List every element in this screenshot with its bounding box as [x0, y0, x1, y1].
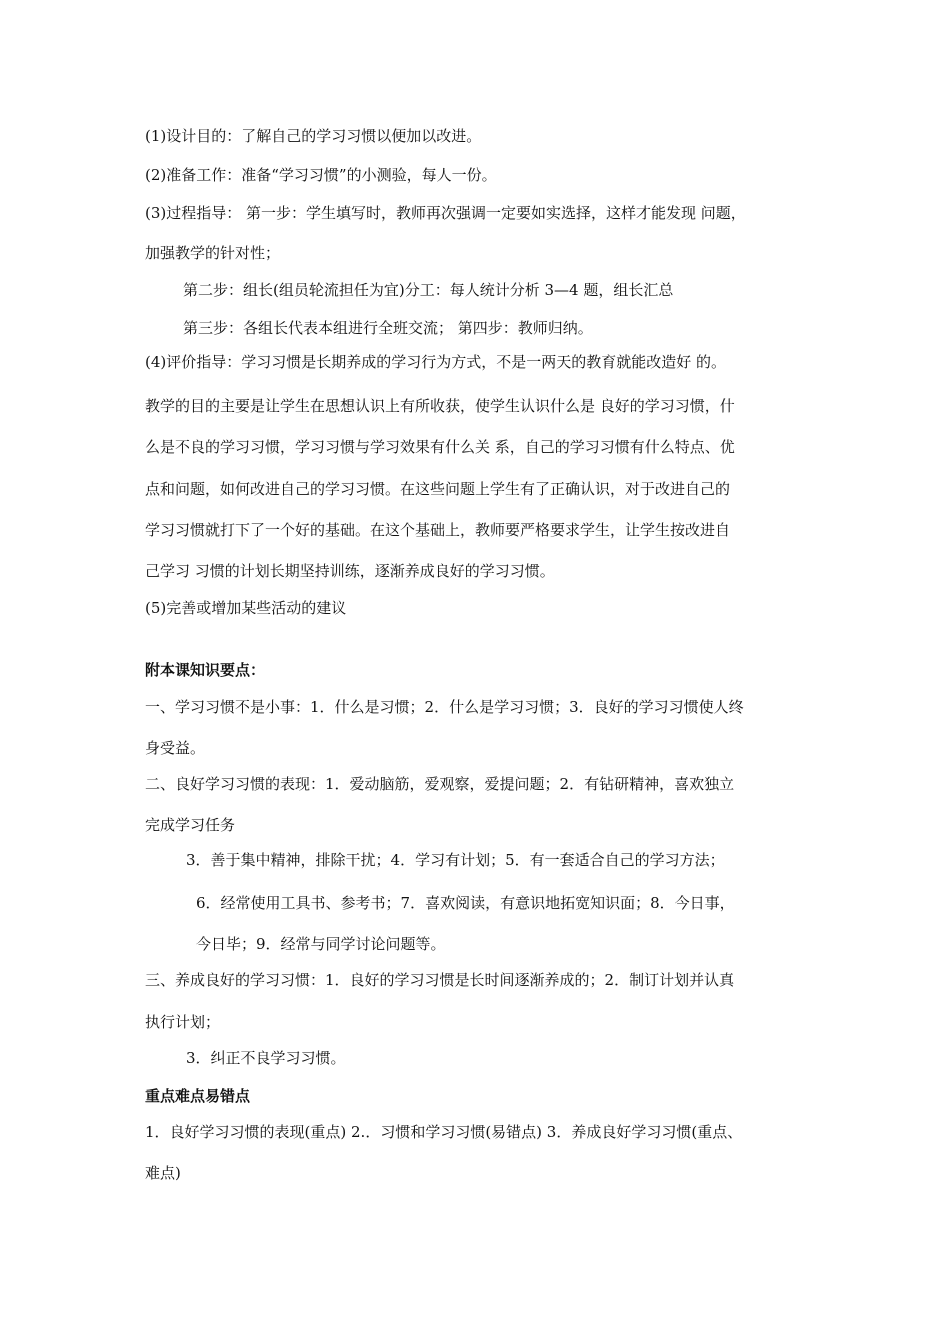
preparation-line: (2)准备工作：准备“学习习惯”的小测验，每人一份。 [145, 166, 497, 184]
paragraph-line: 么是不良的学习习惯，学习习惯与学习效果有什么关 系，自己的学习习惯有什么特点、优 [145, 438, 735, 456]
knowledge-point-two-items: 3．善于集中精神，排除干扰；4．学习有计划；5．有一套适合自己的学习方法； [186, 851, 725, 869]
key-points-continuation: 难点) [145, 1164, 181, 1182]
knowledge-point-one-continuation: 身受益。 [145, 739, 206, 757]
paragraph-line: 学习习惯就打下了一个好的基础。在这个基础上，教师要严格要求学生，让学生按改进自 [145, 521, 731, 539]
paragraph-line: 教学的目的主要是让学生在思想认识上有所收获，使学生认识什么是 良好的学习习惯，什 [145, 397, 735, 415]
knowledge-point-two-continuation: 完成学习任务 [145, 816, 236, 834]
key-points-line: 1．良好学习习惯的表现(重点) 2.．习惯和学习习惯(易错点) 3．养成良好学习习惯(重点、 [145, 1123, 743, 1141]
process-guidance-line: (3)过程指导： 第一步：学生填写时，教师再次强调一定要如实选择，这样才能发现 问题， [145, 204, 746, 222]
knowledge-point-three-item: 3．纠正不良学习习惯。 [186, 1049, 346, 1067]
process-guidance-continuation: 加强教学的针对性； [145, 244, 281, 262]
key-points-heading: 重点难点易错点 [145, 1087, 251, 1105]
knowledge-point-two: 二、良好学习习惯的表现：1．爱动脑筋，爱观察，爱提问题；2．有钻研精神，喜欢独立 [145, 775, 735, 793]
knowledge-point-two-items: 今日毕；9．经常与同学讨论问题等。 [196, 935, 446, 953]
knowledge-points-heading: 附本课知识要点： [145, 661, 266, 679]
knowledge-point-three: 三、养成良好的学习习惯：1．良好的学习习惯是长时间逐渐养成的；2．制订计划并认真 [145, 971, 735, 989]
step-two-line: 第二步：组长(组员轮流担任为宜)分工：每人统计分析 3—4 题，组长汇总 [183, 281, 674, 299]
design-purpose-line: (1)设计目的：了解自己的学习习惯以便加以改进。 [145, 127, 482, 145]
activity-suggestion-line: (5)完善或增加某些活动的建议 [145, 599, 347, 617]
evaluation-guidance-line: (4)评价指导：学习习惯是长期养成的学习行为方式，不是一两天的教育就能改造好 的。 [145, 353, 727, 371]
paragraph-line: 己学习 习惯的计划长期坚持训练，逐渐养成良好的学习习惯。 [145, 562, 555, 580]
step-three-four-line: 第三步：各组长代表本组进行全班交流； 第四步：教师归纳。 [183, 319, 593, 337]
knowledge-point-one: 一、学习习惯不是小事：1．什么是习惯；2．什么是学习习惯；3．良好的学习习惯使人终 [145, 698, 744, 716]
paragraph-line: 点和问题，如何改进自己的学习习惯。在这些问题上学生有了正确认识，对于改进自己的 [145, 480, 731, 498]
knowledge-point-two-items: 6．经常使用工具书、参考书；7．喜欢阅读，有意识地拓宽知识面；8．今日事， [196, 894, 735, 912]
knowledge-point-three-continuation: 执行计划； [145, 1013, 221, 1031]
